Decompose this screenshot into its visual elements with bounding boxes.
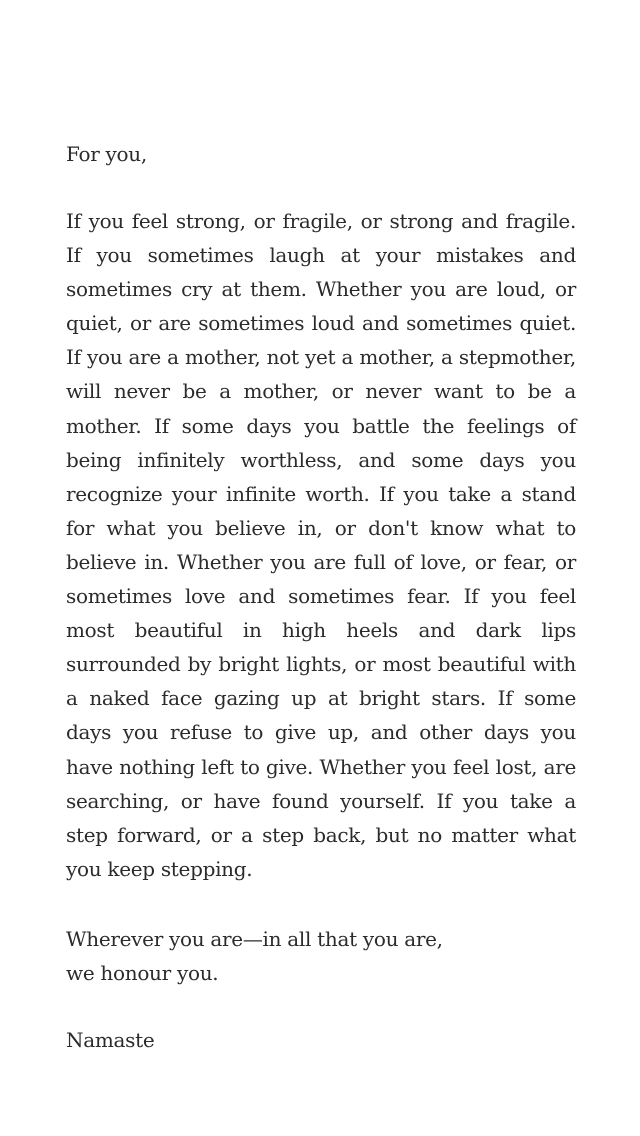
signoff: Namaste (66, 1028, 155, 1052)
closing-line-1: Wherever you are—in all that you are, (66, 927, 443, 951)
closing (66, 922, 576, 990)
body-paragraph: If you feel strong, or fragile, or strong and fragile. If you sometimes laugh at your mistakes and sometimes cry at them. Whether you are loud, or quiet, or are sometimes loud and sometimes quiet. If you are a mother, not yet a mother, a stepmother, will never be a mother, or never want to be a mother. If some days you battle the feelings of being infinitely worthless, and some days you recognize your infinite worth. If you take a stand for what you believe in, or don't know what to believe in. Whether you are full of love, or fear, or sometimes love and sometimes fear. If you feel most beautiful in high heels and dark lips surrounded by bright lights, or most beautiful with a naked face gazing up at bright stars. If some days you refuse to give up, and other days you have nothing left to give. Whether you feel lost, are searching, or have found yourself. If you take a step forward, or a step back, but no matter what you keep stepping. (66, 209, 576, 881)
greeting: For you, (66, 142, 147, 166)
closing-line-2: we honour you. (66, 961, 219, 986)
